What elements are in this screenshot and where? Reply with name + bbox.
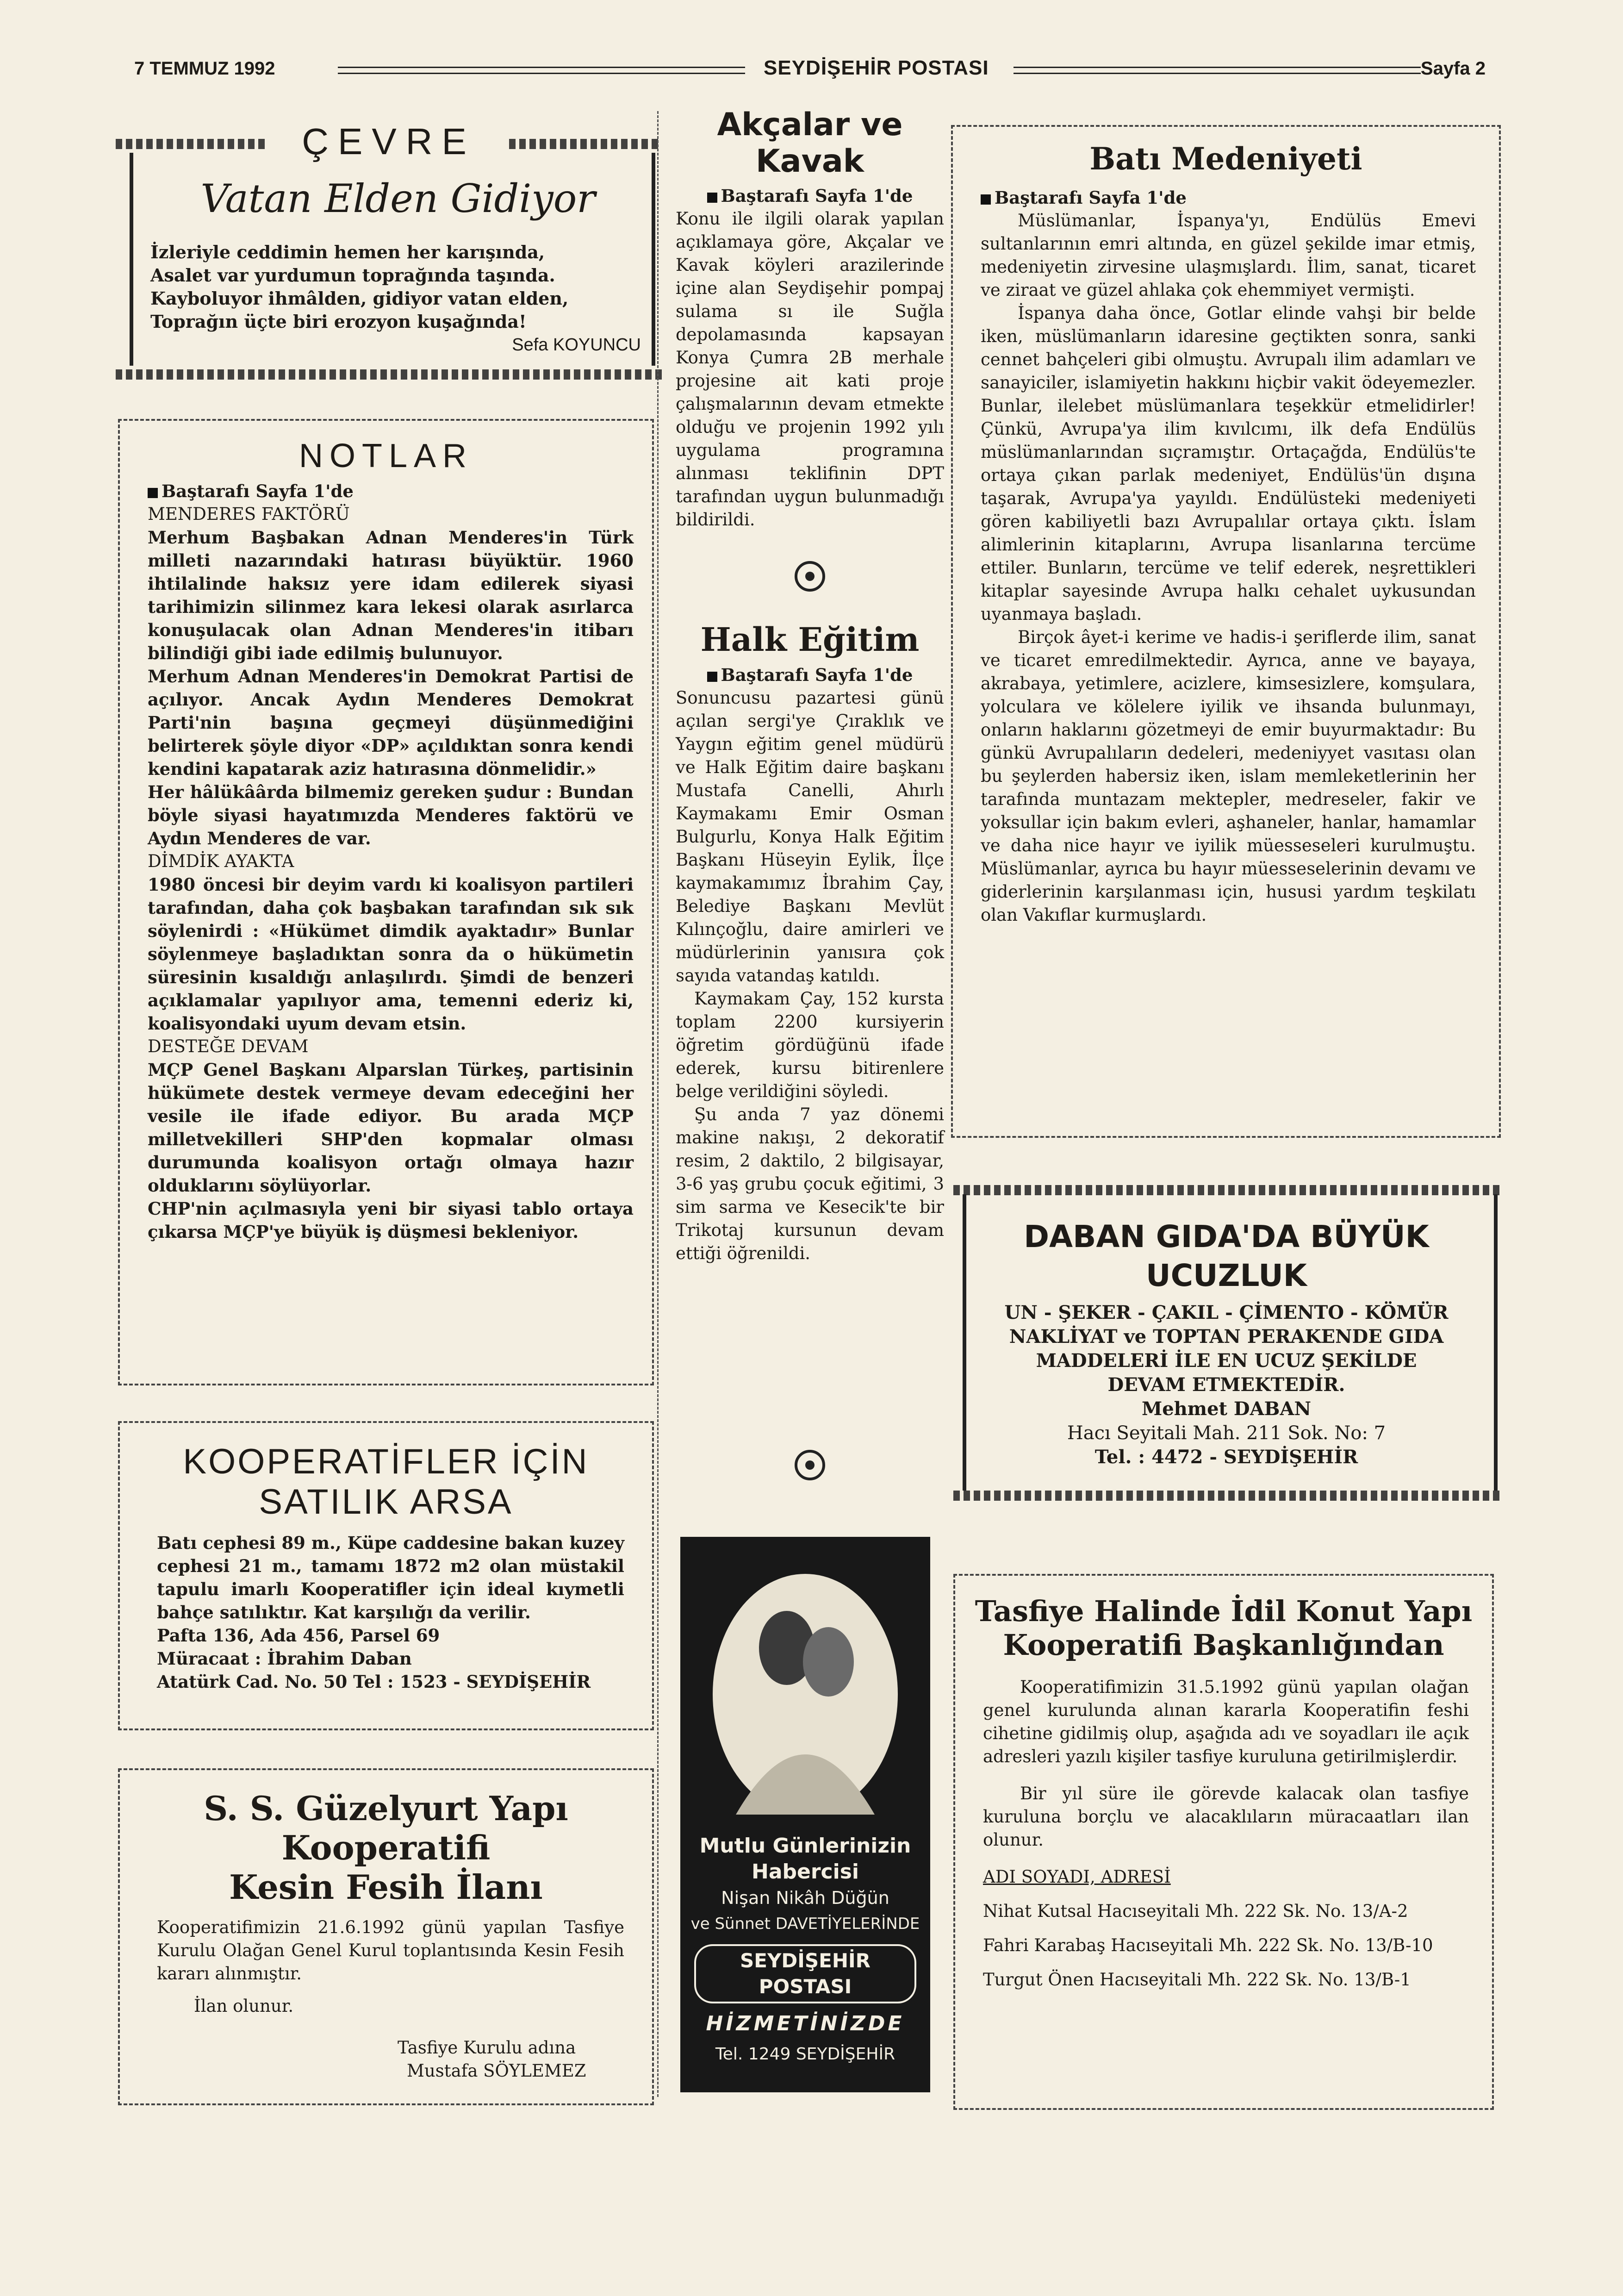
bullet-icon: [981, 194, 991, 205]
paragraph: CHP'nin açılmasıyla yeni bir siyasi tablo ortaya çıkarsa MÇP'ye büyük iş düşmesi bekleniyor.: [148, 1198, 634, 1242]
davetiye-ad: [680, 1537, 930, 2092]
contact-address: Atatürk Cad. No. 50 Tel : 1523 - SEYDİŞEHİR: [157, 1672, 591, 1692]
newspaper-title: SEYDİŞEHİR POSTASI: [764, 56, 989, 79]
notice-body: Kooperatifimizin 21.6.1992 günü yapılan Tasfiye Kurulu Olağan Genel Kurul toplantısında Kesin Fesih kararı alınmıştır.: [157, 1917, 624, 1984]
article-body: Müslümanlar, İspanya'yı, Endülüs Emevi sultanlarının emri altında, en güzel şekilde imar etmiş, medeniyetin zirvesine ulaşmışlardı. İlim, sanat, ticaret ve ziraat ve güzel ahlaka çok ehemmiyet vermişti.: [981, 211, 1476, 300]
idil-konut-notice: [953, 1574, 1494, 2110]
notice-ilan: İlan olunur.: [194, 1996, 294, 2016]
bati-medeniyeti-article: [951, 125, 1501, 1138]
ad-title: DABAN GIDA'DA BÜYÜK: [1024, 1219, 1429, 1254]
ad-phone: Tel. : 4472 - SEYDİŞEHİR: [1094, 1446, 1358, 1468]
paragraph: Her hâlükâârda bilmemiz gereken şudur : Bundan böyle siyasi hayatımızda Menderes faktörü ve Aydın Menderes de var.: [148, 782, 634, 849]
page-number: Sayfa 2: [1420, 58, 1486, 79]
table-row: Fahri Karabaş Hacıseyitali Mh. 222 Sk. No. 13/B-10: [983, 1935, 1433, 1955]
bullet-icon: [707, 193, 717, 203]
notice-signatory-name: Mustafa SÖYLEMEZ: [407, 2061, 586, 2081]
ad-title: SATILIK ARSA: [259, 1482, 513, 1522]
ad-line: UN - ŞEKER - ÇAKIL - ÇİMENTO - KÖMÜR: [1004, 1302, 1449, 1323]
poem-title: Vatan Elden Gidiyor: [200, 176, 596, 221]
paragraph: MÇP Genel Başkanı Alparslan Türkeş, partisinin hükümete destek vermeye devam edeceğini her vesile ile ifade ediyor. Bu arada MÇP milletvekilleri SHP'den kopmalar olması durumunda koalisyon ortağı olmaya hazır olduklarını söylüyorlar.: [148, 1060, 634, 1196]
notlar-box: [118, 419, 654, 1385]
issue-date: 7 TEMMUZ 1992: [134, 58, 275, 79]
paragraph: 1980 öncesi bir deyim vardı ki koalisyon partileri tarafından, daha çok başbakan tarafından sık sık söylenirdi : «Hükümet dimdik ayaktadır» Bunlar söylenmeye başladıktan sonra da o hükümetin süresinin kısaldığı anlaşılırdı. Şimdi de benzeri açıklamalar yapılıyor ama, temenni ederiz ki, koalisyondaki uyum devam etsin.: [148, 874, 634, 1034]
poem-line: Asalet var yurdumun toprağında taşında.: [150, 265, 555, 286]
ornament-border: [116, 369, 662, 380]
header-rule-left: [338, 67, 745, 74]
ornament-border: [953, 1491, 1499, 1501]
poem-line: İzleriyle ceddimin hemen her karışında,: [150, 242, 545, 262]
table-row: Nihat Kutsal Hacıseyitali Mh. 222 Sk. No. 13/A-2: [983, 1901, 1408, 1921]
ad-line: Nişan Nikâh Düğün: [721, 1888, 889, 1908]
article-title: Halk Eğitim: [700, 620, 920, 659]
table-row: Turgut Önen Hacıseyitali Mh. 222 Sk. No. 13/B-1: [983, 1970, 1411, 1990]
notice-body: Bir yıl süre ile görevde kalacak olan tasfiye kuruluna borçlu ve alacaklıların müracaatları ilan olunur.: [983, 1784, 1469, 1850]
ornament-icon: [789, 555, 831, 597]
guzelyurt-notice: [118, 1768, 654, 2105]
ad-line: Habercisi: [752, 1860, 859, 1884]
notice-title: S. S. Güzelyurt Yapı Kooperatifi: [204, 1789, 568, 1867]
ad-address: Hacı Seyitali Mah. 211 Sok. No: 7: [1067, 1423, 1386, 1444]
continued-note: Baştarafı Sayfa 1'de: [148, 480, 634, 503]
ad-title: UCUZLUK: [1146, 1258, 1307, 1293]
contact-name: Müracaat : İbrahim Daban: [157, 1648, 412, 1669]
brand-badge: SEYDİŞEHİR POSTASI: [694, 1944, 916, 2003]
bullet-icon: [707, 672, 717, 682]
satilik-arsa-ad: [118, 1421, 654, 1730]
continued-note: Baştarafı Sayfa 1'de: [676, 184, 944, 207]
ad-line: NAKLİYAT ve TOPTAN PERAKENDE GIDA: [1009, 1326, 1444, 1348]
article-title: Batı Medeniyeti: [1089, 141, 1362, 177]
daban-gida-ad: [953, 1185, 1499, 1500]
continued-note: Baştarafı Sayfa 1'de: [981, 186, 1476, 209]
poem-body: [150, 241, 641, 356]
ad-phone: Tel. 1249 SEYDİŞEHİR: [715, 2045, 895, 2064]
continued-note: Baştarafı Sayfa 1'de: [676, 663, 944, 686]
table-header: ADI SOYADI, ADRESİ: [983, 1867, 1171, 1887]
column-divider: [657, 111, 659, 2097]
couple-illustration: [699, 1555, 912, 1815]
subheading: DESTEĞE DEVAM: [148, 1036, 309, 1056]
notlar-body: [120, 475, 652, 1243]
cevre-label: ÇEVRE: [302, 121, 476, 162]
ad-line: DEVAM ETMEKTEDİR.: [1107, 1374, 1345, 1396]
article-body: Birçok âyet-i kerime ve hadis-i şeriflerde ilim, sanat ve ticaret emredilmektedir. Ayrıca, anne ve bayaya, akrabaya, yetimlere, acizlere, kimsesizlere, komşulara, yolculara ve kölelere iyilik ve ihsanda bulunmayı, onların haklarını gözetmeyi de emir buyurmaktadır: Bu günkü Avrupalıların dedeleri, medeniyyet vasıtası olan bu şeylerden habersiz iken, islam memleketlerinin her tarafında muntazam mektepler, medreseler, fakir ve yoksullar için bakım evleri, aşhaneler, hanlar, hamamlar ve daha nice hayır ve iyilik müesseseleri kurulmuştu. Müslümanlar, ayrıca bu hayır müesseselerinin devamı ve giderlerinin karşılanması için, hususi yardım teşkilatı olan Vakıflar kurmuşlardı.: [981, 627, 1476, 925]
article-body: Konu ile ilgili olarak yapılan açıklamaya göre, Akçalar ve Kavak köyleri arazilerinde içine alan Seydişehir pompaj sulama sı ile Suğla depolamasında kapsayan Konya Çumra 2B merhale projesine ait kati proje çalışmalarının devam etmekte olduğu ve projenin 1992 yılı uygulama programına alınması teklifinin DPT tarafından uygun bulunmadığı bildirildi.: [676, 209, 944, 530]
subheading: MENDERES FAKTÖRÜ: [148, 504, 350, 524]
ad-title: KOOPERATİFLER İÇİN: [183, 1442, 589, 1481]
poem-author: Sefa KOYUNCU: [512, 335, 641, 355]
header-rule-right: [1014, 67, 1421, 74]
ornament-border: [953, 1185, 1499, 1195]
article-body: İspanya daha önce, Gotlar elinde vahşi bir belde iken, müslümanların idaresine geçtikten sonra, sanki cennet bahçeleri gibi olmuştu. Avrupalı ilim adamları ve sanayiciler, islamiyetin hakkını hiçbir vakit ödeyemezler. Bunlar, ilelebet müslümanlara teşekkür etmelidirler! Çünkü, Avrupa'ya ilim kıvılcımı, ilk defa Endülüs müslümanlarından sıçramıştır. Ortaçağda, Endülüs'te ortaya çıkan parlak medeniyet, Endülüs'ün dışına taşarak, Avrupa'ya yayıldı. Endülüsteki medeniyeti gören kabiliyetli bazı Avrupalılar ortaya çıktı. İslam alimlerinin kitaplarını, Avrupa lisanlarına tercüme ettiler. Bunların, tercüme ve telif ederek, neşrettikleri kitaplar sayesinde Avrupa halkı cehalet uykusundan uyanmaya başladı.: [981, 303, 1476, 624]
ad-body: Batı cephesi 89 m., Küpe caddesine bakan kuzey cephesi 21 m., tamamı 1872 m2 olan müstakil tapulu imarlı Kooperatifler için ideal kıymetli bahçe satılıktır. Kat karşılığı da verilir.: [157, 1533, 624, 1622]
ad-line: ve Sünnet DAVETİYELERİNDE: [690, 1915, 920, 1933]
cevre-poem-box: [116, 120, 662, 389]
article-body: Kaymakam Çay, 152 kursta toplam 2200 kursiyerin öğretim gördüğünü ifade ederek, kursu bitirenlere belge verildiğini söyledi.: [676, 989, 944, 1101]
ad-line: MADDELERİ İLE EN UCUZ ŞEKİLDE: [1036, 1350, 1417, 1372]
owner-name: Mehmet DABAN: [1141, 1398, 1312, 1420]
subheading: DİMDİK AYAKTA: [148, 851, 294, 871]
ad-line: Mutlu Günlerinizin: [699, 1834, 911, 1858]
article-body: Şu anda 7 yaz dönemi makine nakışı, 2 dekoratif resim, 2 daktilo, 2 bilgisayar, 3-6 yaş grubu çocuk eğitimi, 3 sim sarma ve Kesecik'te bir Trikotaj kursunun devam ettiği öğrenildi.: [676, 1104, 944, 1263]
article-title: Akçalar ve Kavak: [717, 106, 903, 180]
paragraph: Merhum Adnan Menderes'in Demokrat Partisi de açılıyor. Ancak Aydın Menderes Demokrat Parti'nin başına geçmeyi düşünmediğini belirterek şöyle diyor «DP» açıldıktan sonra kendi kendini kapatarak aziz hatırasına dönmelidir.»: [148, 666, 634, 779]
halk-egitim-article: [676, 620, 944, 1265]
ornament-icon: [789, 1444, 831, 1486]
notice-title: Kooperatifi Başkanlığından: [1003, 1628, 1444, 1662]
article-body: Sonuncusu pazartesi günü açılan sergi'ye Çıraklık ve Yaygın eğitim genel müdürü ve Halk Eğitim daire başkanı Mustafa Canelli, Ahırlı Kaymakamı Emir Osman Bulgurlu, Konya Halk Eğitim Başkanı Hüseyin Eylik, İlçe kaymakamımız İbrahim Çay, Belediye Başkanı Mevlüt Kılınçoğlu, daire amirleri ve müdürlerinin yanısıra çok sayıda vatandaş katıldı.: [676, 688, 944, 986]
notice-signatory: Tasfiye Kurulu adına: [398, 2038, 576, 2058]
bullet-icon: [148, 488, 158, 498]
ad-service: HİZMETİNİZDE: [706, 2012, 905, 2035]
notlar-heading: NOTLAR: [298, 437, 473, 474]
masthead: [134, 55, 1486, 87]
parcel-info: Pafta 136, Ada 456, Parsel 69: [157, 1625, 440, 1646]
notice-title: Tasfiye Halinde İdil Konut Yapı: [975, 1594, 1473, 1628]
poem-line: Toprağın üçte biri erozyon kuşağında!: [150, 311, 527, 332]
notice-title: Kesin Fesih İlanı: [229, 1867, 543, 1907]
akcalar-article: [676, 106, 944, 531]
paragraph: Merhum Başbakan Adnan Menderes'in Türk milleti nazarındaki hatırası büyüktür. 1960 ihtilalinde haksız yere idam edilerek siyasi tarihimizin silinmez kara lekesi olarak asırlarca konuşulacak olan Adnan Menderes'in itibarı bilindiği gibi iade edilmiş bulunuyor.: [148, 527, 634, 663]
poem-line: Kayboluyor ihmâlden, gidiyor vatan elden,: [150, 288, 569, 309]
notice-body: Kooperatifimizin 31.5.1992 günü yapılan olağan genel kurulunda alınan kararla Kooperatifin feshi cihetine gidilmiş olup, aşağıda adı ve soyadları ile açık adresleri yazılı kişiler tasfiye kuruluna getirilmişlerdir.: [983, 1677, 1469, 1766]
